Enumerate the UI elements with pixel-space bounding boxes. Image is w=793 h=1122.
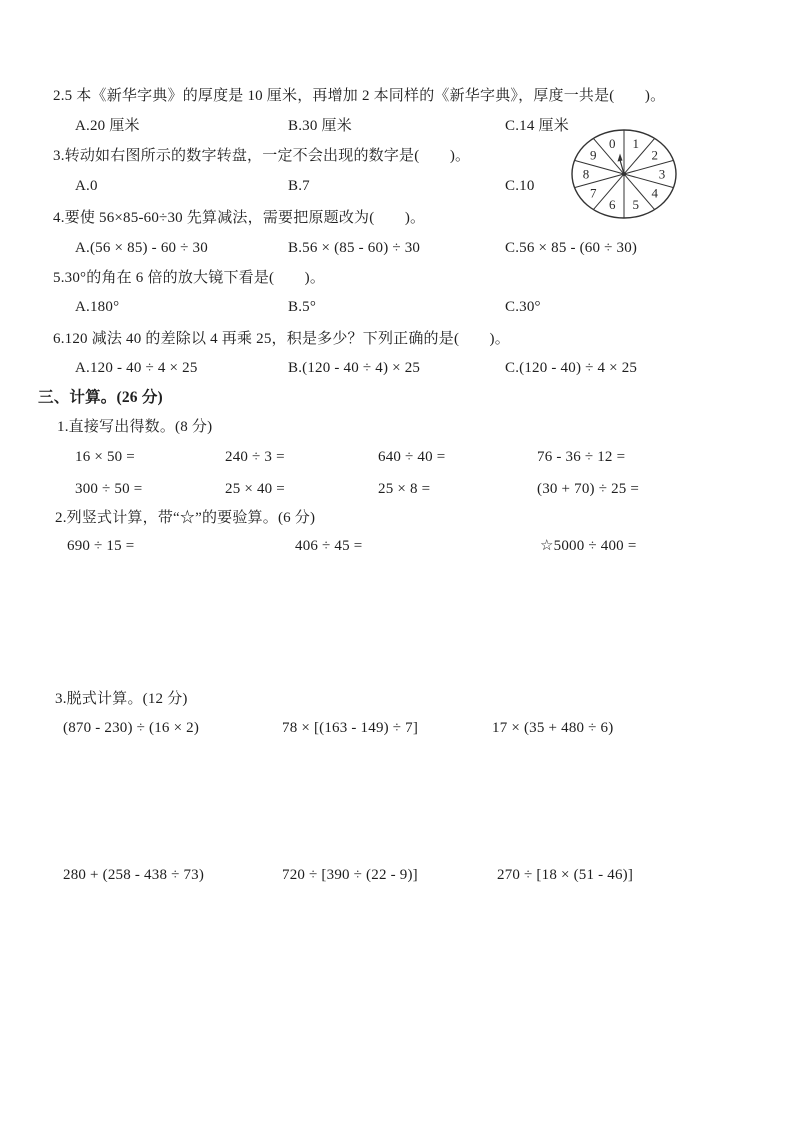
spinner-digit: 5 — [632, 197, 639, 212]
spinner-digit: 1 — [632, 136, 639, 151]
section-calc-title: 三、计算。(26 分) — [38, 389, 163, 406]
oral-calc-item: 240 ÷ 3 = — [225, 449, 285, 465]
number-spinner-figure — [570, 128, 678, 220]
question-5-option-b: B.5° — [288, 299, 317, 315]
question-6-stem: 6.120 减法 40 的差除以 4 再乘 25，积是多少？下列正确的是( )。 — [53, 331, 510, 347]
question-2-option-b: B.30 厘米 — [288, 118, 352, 134]
stepwise-calc-item: 280 + (258 - 438 ÷ 73) — [63, 867, 205, 883]
stepwise-calc-item: 17 × (35 + 480 ÷ 6) — [492, 720, 614, 736]
spinner-digit: 3 — [658, 166, 666, 182]
stepwise-calc-item: 270 ÷ [18 × (51 - 46)] — [497, 867, 634, 883]
question-2-option-a: A.20 厘米 — [75, 118, 140, 134]
spinner-digit: 0 — [609, 136, 616, 151]
question-5-stem: 5.30°的角在 6 倍的放大镜下看是( )。 — [53, 270, 326, 286]
spinner-digit: 2 — [651, 147, 658, 163]
question-6-option-b: B.(120 - 40 ÷ 4) × 25 — [288, 360, 421, 376]
oral-calc-item: 25 × 40 = — [225, 481, 285, 497]
question-5-option-a: A.180° — [75, 299, 120, 315]
question-6-option-c: C.(120 - 40) ÷ 4 × 25 — [505, 360, 638, 376]
question-4-stem: 4.要使 56×85-60÷30 先算减法，需要把原题改为( )。 — [53, 210, 426, 226]
stepwise-calc-item: 720 ÷ [390 ÷ (22 - 9)] — [282, 867, 418, 883]
oral-calc-item: 640 ÷ 40 = — [378, 449, 446, 465]
vertical-calc-item: 690 ÷ 15 = — [67, 538, 135, 554]
oral-calc-item: 25 × 8 = — [378, 481, 431, 497]
oral-calc-title: 1.直接写出得数。(8 分) — [57, 419, 213, 435]
oral-calc-item: 76 - 36 ÷ 12 = — [537, 449, 626, 465]
question-3-option-c: C.10 — [505, 178, 535, 194]
question-4-option-c: C.56 × 85 - (60 ÷ 30) — [505, 240, 638, 256]
spinner-digit: 8 — [582, 166, 590, 182]
spinner-digit: 4 — [651, 185, 658, 201]
question-3-option-b: B.7 — [288, 178, 310, 194]
oral-calc-item: 16 × 50 = — [75, 449, 135, 465]
question-2-option-c: C.14 厘米 — [505, 118, 569, 134]
question-3-stem: 3.转动如右图所示的数字转盘，一定不会出现的数字是( )。 — [53, 148, 471, 164]
question-5-option-c: C.30° — [505, 299, 541, 315]
question-2-stem: 2.5 本《新华字典》的厚度是 10 厘米，再增加 2 本同样的《新华字典》，厚度一共是( )。 — [53, 88, 666, 104]
stepwise-calc-item: 78 × [(163 - 149) ÷ 7] — [282, 720, 419, 736]
vertical-calc-item: ☆5000 ÷ 400 = — [540, 538, 637, 554]
question-4-option-a: A.(56 × 85) - 60 ÷ 30 — [75, 240, 208, 256]
question-3-option-a: A.0 — [75, 178, 98, 194]
stepwise-calc-item: (870 - 230) ÷ (16 × 2) — [63, 720, 200, 736]
oral-calc-item: 300 ÷ 50 = — [75, 481, 143, 497]
vertical-calc-item: 406 ÷ 45 = — [295, 538, 363, 554]
vertical-calc-title: 2.列竖式计算，带“☆”的要验算。(6 分) — [55, 510, 316, 526]
spinner-digit: 7 — [590, 185, 597, 201]
spinner-digit: 9 — [590, 147, 597, 163]
question-4-option-b: B.56 × (85 - 60) ÷ 30 — [288, 240, 421, 256]
stepwise-calc-title: 3.脱式计算。(12 分) — [55, 691, 188, 707]
question-6-option-a: A.120 - 40 ÷ 4 × 25 — [75, 360, 198, 376]
spinner-digit: 6 — [609, 197, 616, 212]
oral-calc-item: (30 + 70) ÷ 25 = — [537, 481, 640, 497]
